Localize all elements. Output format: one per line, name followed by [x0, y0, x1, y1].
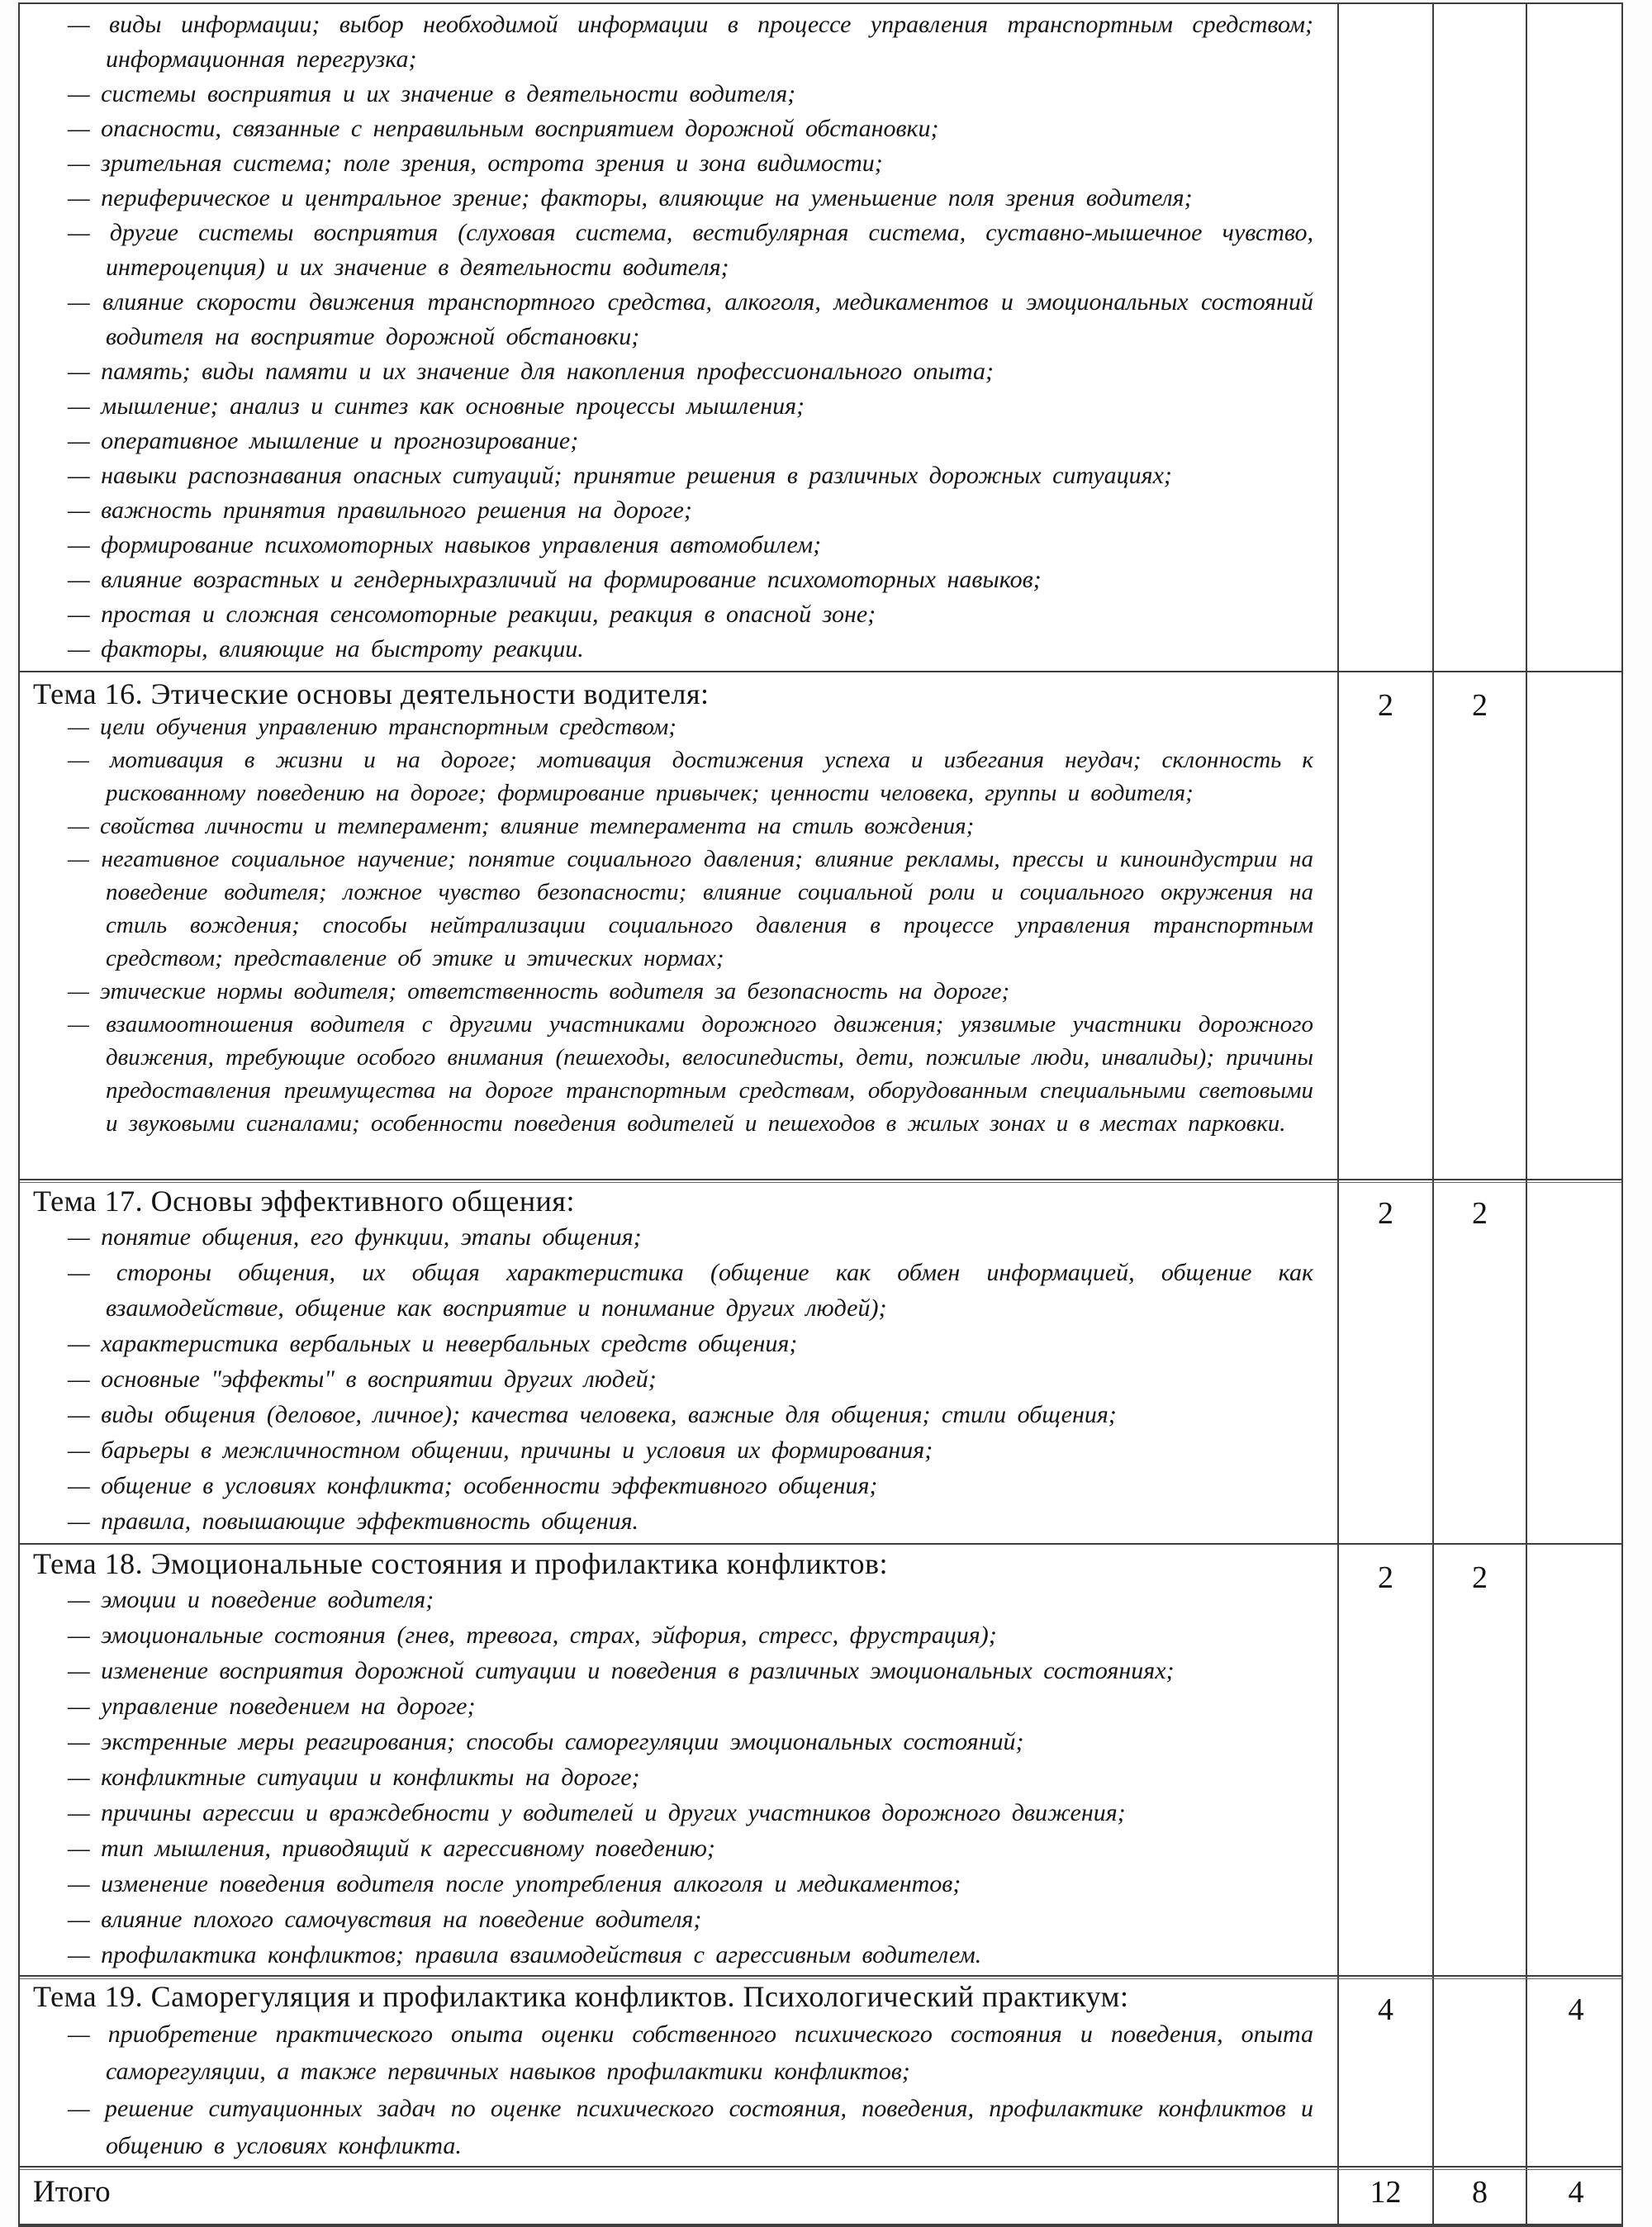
- topic-heading: Тема 19. Саморегуляция и профилактика конфликтов. Психологический практикум:: [33, 1980, 1129, 2013]
- table-row-tema15-continued: [20, 4, 1621, 671]
- hours-cell: 2: [1337, 1180, 1432, 1543]
- topic-item: — другие системы восприятия (слуховая система, вестибулярная система, суставно-мышечное чувство, интероцепция) и их значение в деятельности водителя;: [68, 219, 1313, 281]
- topic-content: [20, 4, 1337, 671]
- table-row-tema18: [20, 1543, 1621, 1975]
- topic-item: — решение ситуационных задач по оценке психического состояния, поведения, профилактике конфликтов и общению в условиях конфликта.: [68, 2095, 1313, 2159]
- hours-cell: 2: [1337, 1545, 1432, 1975]
- hours-cell: [1526, 672, 1625, 1179]
- topic-item: — системы восприятия и их значение в деятельности водителя;: [68, 80, 796, 107]
- topic-item: — характеристика вербальных и невербальных средств общения;: [68, 1330, 798, 1357]
- table-row-total: [20, 2166, 1621, 2224]
- hours-cell: 2: [1337, 672, 1432, 1179]
- topic-item: — оперативное мышление и прогнозирование;: [68, 427, 579, 454]
- topic-content: [20, 1180, 1337, 1543]
- topic-item: — взаимоотношения водителя с другими участниками дорожного движения; уязвимые участники дорожного движения, требующие особого внимания (пешеходы, велосипедисты, дети, пожилые люди, инвалиды); причины предоставления преимущества на дороге транспортным средствам, оборудованным специальными световыми и звуковыми сигналами; особенности поведения водителей и пешеходов в жилых зонах и в местах парковки.: [68, 1011, 1313, 1137]
- hours-cell-total: 12: [1337, 2168, 1432, 2224]
- topic-item: — влияние скорости движения транспортного средства, алкоголя, медикаментов и эмоциональных состояний водителя на восприятие дорожной обстановки;: [68, 288, 1313, 350]
- topic-item: — эмоциональные состояния (гнев, тревога, страх, эйфория, стресс, фрустрация);: [68, 1622, 997, 1649]
- hours-cell: 2: [1432, 1545, 1526, 1975]
- topic-item: — общение в условиях конфликта; особенности эффективного общения;: [68, 1472, 878, 1499]
- hours-cell-total: 4: [1526, 2168, 1625, 2224]
- topic-item: — мышление; анализ и синтез как основные процессы мышления;: [68, 392, 805, 420]
- topic-item: — понятие общения, его функции, этапы общения;: [68, 1223, 642, 1251]
- curriculum-table: [18, 2, 1623, 2227]
- hours-cell: [1526, 4, 1625, 671]
- topic-item: — барьеры в межличностном общении, причины и условия их формирования;: [68, 1436, 933, 1464]
- topic-item: — экстренные меры реагирования; способы саморегуляции эмоциональных состояний;: [68, 1728, 1024, 1755]
- topic-item: — причины агрессии и враждебности у водителей и других участников дорожного движения;: [68, 1799, 1126, 1826]
- table-row-tema19: [20, 1975, 1621, 2166]
- topic-item: — навыки распознавания опасных ситуаций; принятие решения в различных дорожных ситуациях;: [68, 462, 1172, 489]
- topic-item: — стороны общения, их общая характеристика (общение как обмен информацией, общение как взаимодействие, общение как восприятие и понимание других людей);: [68, 1259, 1313, 1322]
- topic-item: — формирование психомоторных навыков управления автомобилем;: [68, 531, 822, 558]
- hours-cell-total: 8: [1432, 2168, 1526, 2224]
- topic-content: [20, 1977, 1337, 2166]
- topic-item: — основные "эффекты" в восприятии других людей;: [68, 1365, 657, 1393]
- topic-item: — этические нормы водителя; ответственность водителя за безопасность на дороге;: [68, 978, 1010, 1004]
- topic-item: — важность принятия правильного решения на дороге;: [68, 496, 692, 524]
- topic-item: — эмоции и поведение водителя;: [68, 1586, 434, 1613]
- topic-item: — простая и сложная сенсомоторные реакции, реакция в опасной зоне;: [68, 601, 876, 628]
- hours-cell: 2: [1432, 1180, 1526, 1543]
- topic-item: — приобретение практического опыта оценки собственного психического состояния и поведения, опыта саморегуляции, а также первичных навыков профилактики конфликтов;: [68, 2020, 1313, 2085]
- topic-item: — факторы, влияющие на быстроту реакции.: [68, 635, 584, 662]
- topic-item: — виды общения (деловое, личное); качества человека, важные для общения; стили общения;: [68, 1401, 1117, 1428]
- topic-item: — периферическое и центральное зрение; факторы, влияющие на уменьшение поля зрения водителя;: [68, 184, 1193, 211]
- topic-item: — изменение восприятия дорожной ситуации и поведения в различных эмоциональных состояниях;: [68, 1657, 1175, 1684]
- topic-item: — влияние плохого самочувствия на поведение водителя;: [68, 1906, 702, 1933]
- topic-item: — конфликтные ситуации и конфликты на дороге;: [68, 1764, 640, 1791]
- topic-item: — память; виды памяти и их значение для накопления профессионального опыта;: [68, 358, 995, 385]
- topic-item: — зрительная система; поле зрения, острота зрения и зона видимости;: [68, 150, 883, 177]
- total-label: Итого: [33, 2175, 111, 2209]
- topic-heading: Тема 18. Эмоциональные состояния и профилактика конфликтов:: [33, 1547, 889, 1580]
- topic-item: — виды информации; выбор необходимой информации в процессе управления транспортным средством; информационная перегрузка;: [68, 11, 1313, 73]
- topic-heading: Тема 16. Этические основы деятельности водителя:: [33, 677, 710, 710]
- table-row-tema16: [20, 671, 1621, 1179]
- table-row-tema17: [20, 1179, 1621, 1543]
- topic-heading: Тема 17. Основы эффективного общения:: [33, 1185, 575, 1218]
- topic-item: — профилактика конфликтов; правила взаимодействия с агрессивным водителем.: [68, 1941, 982, 1968]
- topic-item: — изменение поведения водителя после употребления алкоголя и медикаментов;: [68, 1870, 961, 1897]
- topic-content: [20, 1545, 1337, 1975]
- topic-item: — опасности, связанные с неправильным восприятием дорожной обстановки;: [68, 115, 939, 142]
- hours-cell: [1432, 4, 1526, 671]
- topic-content: [20, 672, 1337, 1179]
- hours-cell: [1526, 1545, 1625, 1975]
- hours-cell: 2: [1432, 672, 1526, 1179]
- topic-item: — негативное социальное научение; понятие социального давления; влияние рекламы, прессы и киноиндустрии на поведение водителя; ложное чувство безопасности; влияние социальной роли и социального окружения на стиль вождения; способы нейтрализации социального давления в процессе управления транспортным средством; представление об этике и этических нормах;: [68, 846, 1313, 971]
- hours-cell: 4: [1337, 1977, 1432, 2166]
- hours-cell: [1526, 1180, 1625, 1543]
- hours-cell: 4: [1526, 1977, 1625, 2166]
- topic-item: — цели обучения управлению транспортным средством;: [68, 714, 676, 740]
- topic-item: — тип мышления, приводящий к агрессивному поведению;: [68, 1835, 715, 1862]
- topic-item: — свойства личности и темперамент; влияние темперамента на стиль вождения;: [68, 813, 975, 839]
- topic-item: — влияние возрастных и гендерныхразличий на формирование психомоторных навыков;: [68, 566, 1042, 593]
- topic-item: — мотивация в жизни и на дороге; мотивация достижения успеха и избегания неудач; склонность к рискованному поведению на дороге; формирование привычек; ценности человека, группы и водителя;: [68, 747, 1313, 806]
- topic-item: — правила, повышающие эффективность общения.: [68, 1508, 639, 1535]
- hours-cell: [1337, 4, 1432, 671]
- hours-cell: [1432, 1977, 1526, 2166]
- topic-item: — управление поведением на дороге;: [68, 1693, 476, 1720]
